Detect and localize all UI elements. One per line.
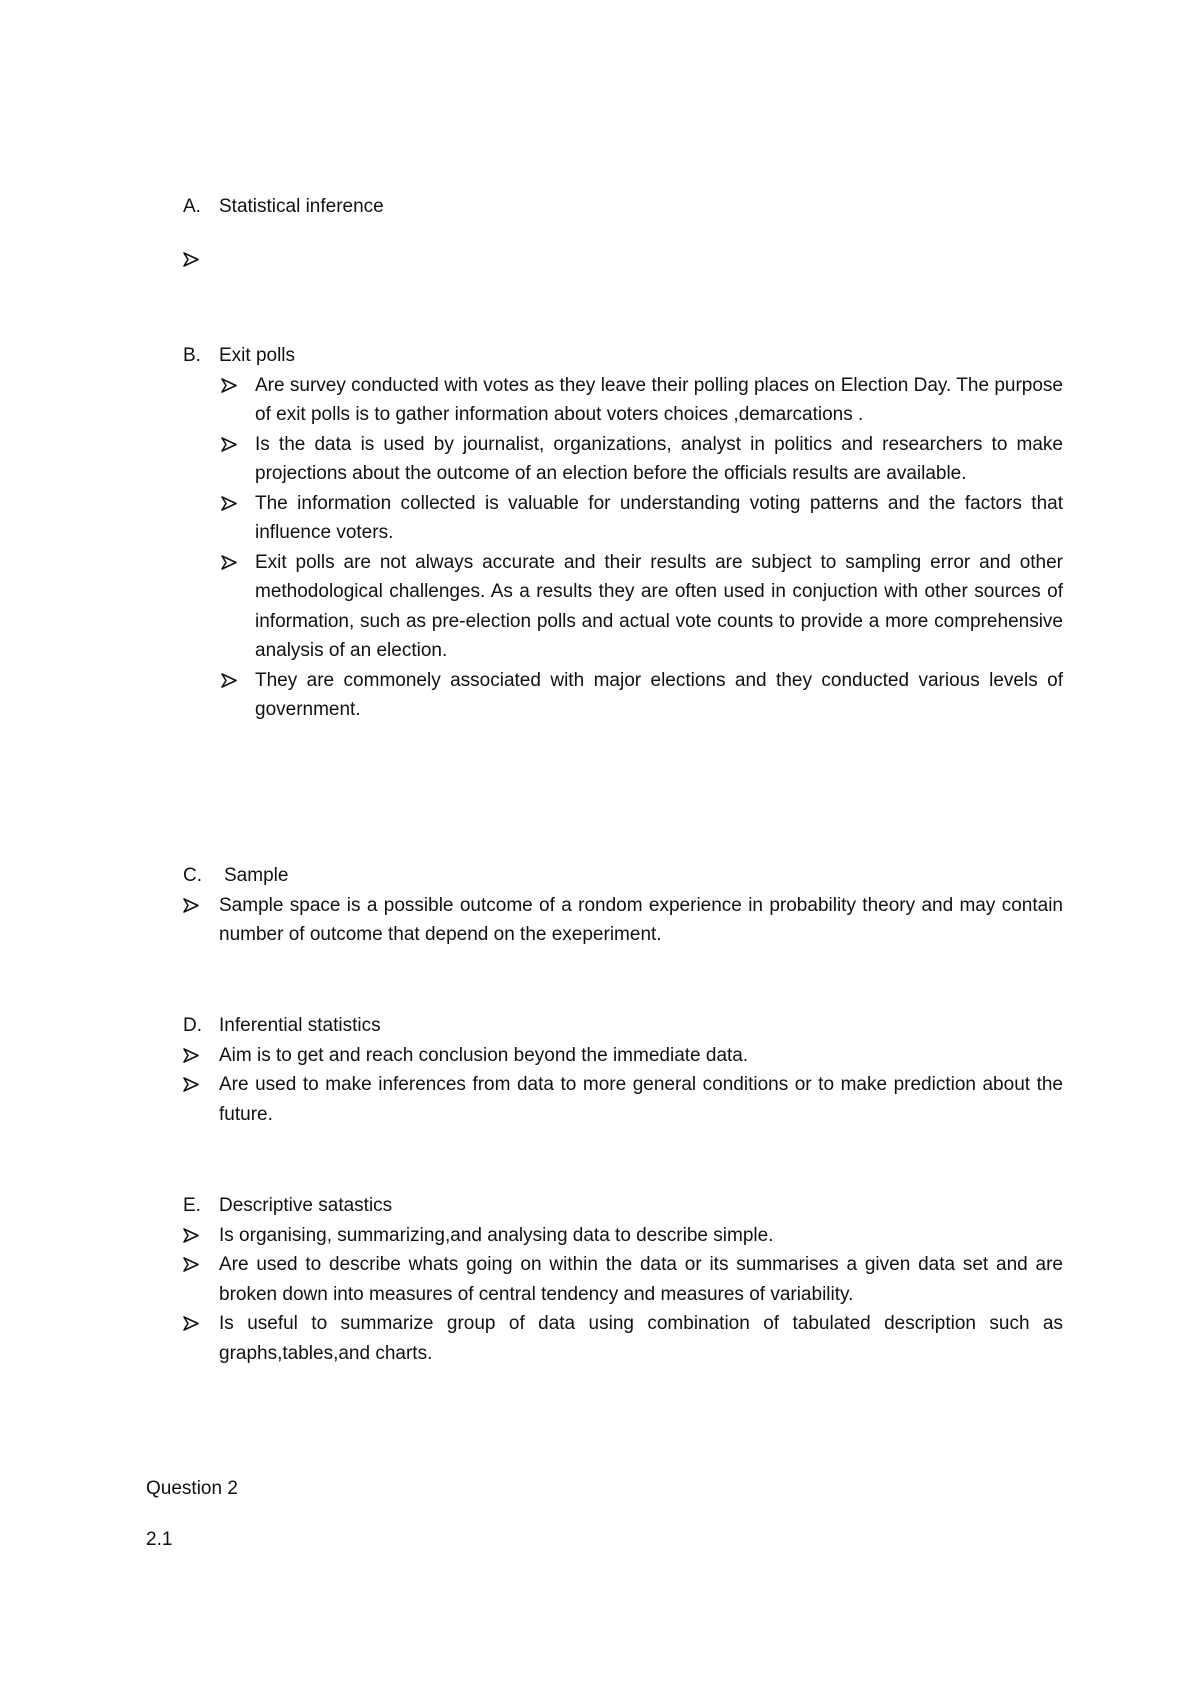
bullet-item [183,245,1063,275]
bullet-text: The information collected is valuable for understanding voting patterns and the factors that influence voters. [255,492,1063,543]
bullet-list [183,1221,1063,1369]
bullet-item [183,1070,1063,1129]
bullet-text: They are commonely associated with major elections and they conducted various levels of government. [255,669,1063,720]
bullet-item [183,371,1063,430]
section-title: Inferential statistics [219,1015,381,1036]
section-c [183,861,1063,950]
section-title: Descriptive satastics [219,1195,393,1216]
bullet-list [183,1041,1063,1130]
section-b [183,341,1063,725]
arrowhead-bullet-icon [183,891,205,921]
bullet-text: Are survey conducted with votes as they leave their polling places on Election Day. The purpose of exit polls is to gather information about voters choices ,demarcations . [255,374,1063,425]
bullet-item [183,548,1063,666]
bullet-item [183,1041,1063,1071]
section-letter: E. [183,1195,201,1216]
arrowhead-bullet-icon [183,245,205,275]
section-heading [183,861,1063,891]
section-letter: C. [183,865,202,886]
arrowhead-bullet-icon [183,1221,205,1251]
bullet-item [183,1221,1063,1251]
bullet-text: Exit polls are not always accurate and their results are subject to sampling error and other methodological challenges. As a results they are often used in conjuction with other sources of information, such as pre-election polls and actual vote counts to provide a more comprehensive analysis of an election. [255,551,1063,661]
bullet-item [183,430,1063,489]
question-number: 2.1 [146,1529,173,1550]
section-letter: B. [183,345,201,366]
section-heading [183,192,1063,222]
bullet-text: Are used to describe whats going on within the data or its summarises a given data set and are broken down into measures of central tendency and measures of variability. [219,1254,1063,1305]
section-title: Exit polls [219,345,296,366]
bullet-text: Is useful to summarize group of data using combination of tabulated description such as graphs,tables,and charts. [219,1313,1063,1364]
arrowhead-bullet-icon [221,489,243,519]
arrowhead-bullet-icon [221,430,243,460]
bullet-item [183,489,1063,548]
arrowhead-bullet-icon [183,1041,205,1071]
section-e [183,1191,1063,1368]
arrowhead-bullet-icon [183,1250,205,1280]
section-heading [183,1191,1063,1221]
section-d [183,1011,1063,1129]
bullet-text: Is the data is used by journalist, organizations, analyst in politics and researchers to make projections about the outcome of an election before the officials results are available. [255,433,1063,484]
section-heading [183,1011,1063,1041]
arrowhead-bullet-icon [221,548,243,578]
bullet-list [183,245,1063,275]
arrowhead-bullet-icon [221,666,243,696]
arrowhead-bullet-icon [183,1070,205,1100]
section-title: Sample [224,865,289,886]
bullet-item [183,1309,1063,1368]
bullet-item [183,666,1063,725]
arrowhead-bullet-icon [221,371,243,401]
bullet-text: Aim is to get and reach conclusion beyond the immediate data. [219,1044,749,1066]
bullet-item [183,891,1063,950]
section-letter: D. [183,1015,202,1036]
bullet-list [183,371,1063,725]
section-a [183,192,1063,274]
arrowhead-bullet-icon [183,1309,205,1339]
bullet-item [183,1250,1063,1309]
question-label: Question 2 [146,1478,238,1499]
section-heading [183,341,1063,371]
section-title: Statistical inference [219,196,384,217]
bullet-text: Sample space is a possible outcome of a rondom experience in probability theory and may contain number of outcome that depend on the exeperiment. [219,894,1063,945]
bullet-text: Is organising, summarizing,and analysing data to describe simple. [219,1224,774,1246]
section-letter: A. [183,196,201,217]
bullet-text: Are used to make inferences from data to more general conditions or to make prediction about the future. [219,1074,1063,1125]
bullet-list [183,891,1063,950]
